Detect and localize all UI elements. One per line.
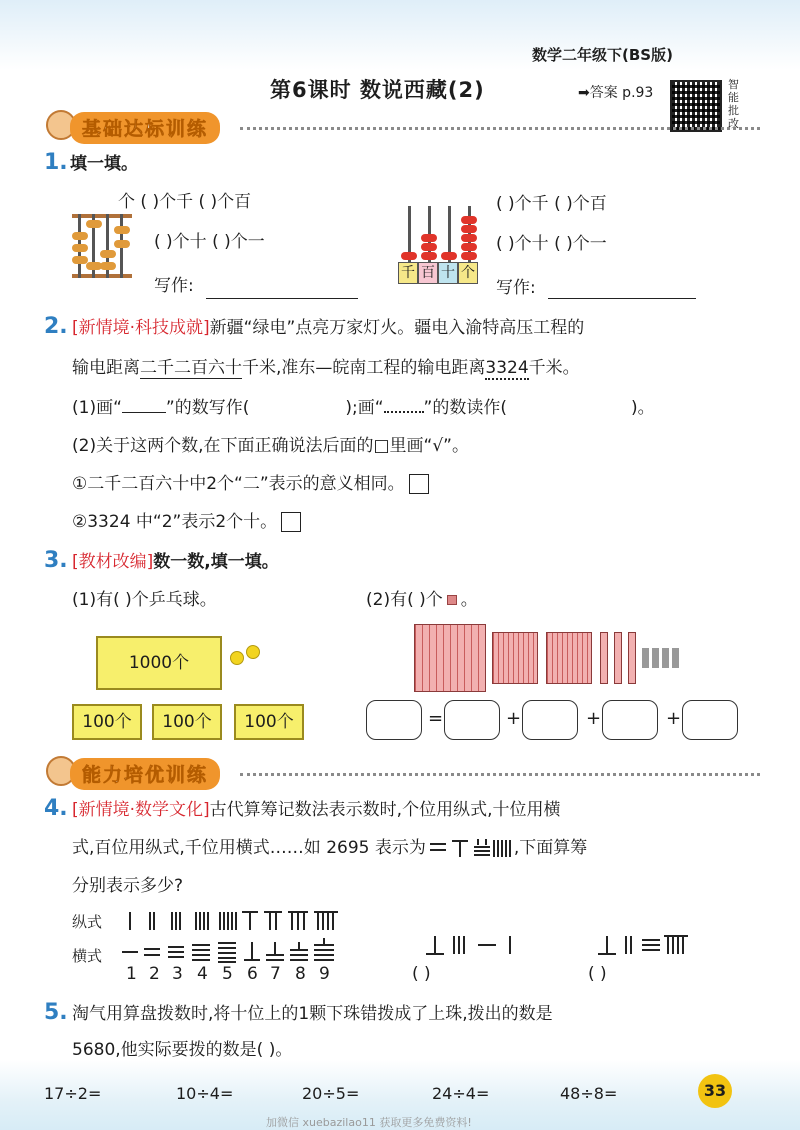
mental-math-2: 10÷4= [176, 1084, 234, 1103]
mental-math-1: 17÷2= [44, 1084, 102, 1103]
counting-rod-problem-b [596, 932, 692, 956]
plus-sign: + [666, 708, 682, 729]
question-number: 4. [44, 796, 68, 821]
digit: 9 [319, 964, 330, 984]
box-100: 100个 [234, 704, 304, 740]
section-divider [240, 127, 760, 130]
q3-sub2-text: (2)有( )个 [366, 590, 443, 610]
section-title-basic: 基础达标训练 [70, 112, 220, 144]
q2-line1-text: 新疆“绿电”点亮万家灯火。疆电入渝特高压工程的 [209, 318, 585, 338]
q2-tag: [新情境·科技成就] [72, 318, 210, 338]
qr-code-icon[interactable] [670, 80, 722, 132]
digit: 3 [172, 964, 183, 984]
q4-line1-text: 古代算筹记数法表示数时,个位用纵式,十位用横 [209, 800, 561, 820]
counting-rod-problem-a [424, 932, 520, 956]
q4-line2 [72, 836, 587, 860]
hundred-flat [546, 632, 592, 684]
place-label-thousands: 千 [398, 262, 418, 284]
footer-note: 加微信 xuebazilao11 获取更多免费资料! [266, 1116, 472, 1129]
q4-line3: 分别表示多少? [72, 876, 184, 896]
q3-sub2 [366, 588, 478, 612]
ten-rod [614, 632, 622, 684]
mental-math-3: 20÷5= [302, 1084, 360, 1103]
plus-sign: + [506, 708, 522, 729]
section-title-advanced: 能力培优训练 [70, 758, 220, 790]
ten-rod [628, 632, 636, 684]
ten-rod [600, 632, 608, 684]
answer-blank-a[interactable]: ( ) [412, 964, 431, 984]
q2-line2-a: 输电距离 [72, 358, 140, 378]
q4-line1 [72, 798, 560, 822]
book-title: 数学二年级下(BS版) [532, 46, 673, 64]
hundred-flat [492, 632, 538, 684]
question-number: 3. [44, 548, 68, 573]
q3-tag: [教材改编] [72, 552, 154, 572]
q1-right-row1: ( )个千 ( )个百 [496, 194, 607, 214]
digit: 6 [247, 964, 258, 984]
q2-sub1 [72, 396, 655, 420]
answer-box[interactable] [682, 700, 738, 740]
ping-pong-ball [230, 651, 244, 665]
question-title: 填一填。 [70, 154, 138, 174]
q2-option2-checkbox[interactable] [281, 512, 301, 532]
question-number: 2. [44, 314, 68, 339]
answer-box[interactable] [366, 700, 422, 740]
q2-option1-text: ①二千二百六十中2个“二”表示的意义相同。 [72, 474, 405, 494]
answer-reference[interactable]: ➡答案 p.93 [578, 85, 654, 101]
lesson-title: 第6课时 数说西藏(2) [270, 78, 485, 102]
q2-line2 [72, 356, 580, 380]
q1-left-write-label: 写作: [154, 276, 194, 296]
digit: 1 [126, 964, 137, 984]
q2-line1 [72, 316, 584, 340]
qr-label: 智能批改 [728, 78, 739, 130]
plus-sign: + [586, 708, 602, 729]
q2-option2-text: ②3324 中“2”表示2个十。 [72, 512, 278, 532]
equals-sign: = [428, 708, 444, 729]
digit: 8 [295, 964, 306, 984]
q1-left-write-blank[interactable] [206, 298, 358, 299]
question-number: 1. [44, 150, 68, 175]
answer-box[interactable] [602, 700, 658, 740]
place-label-hundreds: 百 [418, 262, 438, 284]
q2-sub1-a: (1)画“ [72, 398, 122, 418]
ping-pong-ball [246, 645, 260, 659]
counting-rod-table [118, 908, 348, 964]
answer-box[interactable] [444, 700, 500, 740]
box-100: 100个 [152, 704, 222, 740]
mental-math-5: 48÷8= [560, 1084, 618, 1103]
label-vertical: 纵式 [72, 913, 103, 931]
unit-cubes [642, 648, 680, 668]
box-1000: 1000个 [96, 636, 222, 690]
question-number: 5. [44, 1000, 68, 1025]
box-100: 100个 [72, 704, 142, 740]
q2-wavy-number: 3324 [485, 358, 529, 378]
q2-line2-c: 千米。 [528, 358, 580, 378]
unit-cube-icon [447, 595, 457, 605]
section-divider [240, 773, 760, 776]
q3-sub2-end: 。 [460, 590, 478, 610]
q2-sub1-c: );画“ [345, 398, 384, 418]
q5-line1: 淘气用算盘拨数时,将十位上的1颗下珠错拨成了上珠,拨出的数是 [72, 1004, 553, 1024]
q3-title: 数一数,填一填。 [153, 552, 279, 572]
counting-rod-2695-icon [428, 837, 512, 859]
q1-right-row2: ( )个十 ( )个一 [496, 234, 607, 254]
answer-blank-b[interactable]: ( ) [588, 964, 607, 984]
digit: 7 [270, 964, 281, 984]
digit: 2 [149, 964, 160, 984]
thousand-cube [414, 624, 486, 692]
header-background [0, 0, 800, 70]
label-horizontal: 横式 [72, 947, 103, 965]
q4-tag: [新情境·数学文化] [72, 800, 210, 820]
digit: 4 [197, 964, 208, 984]
answer-box[interactable] [522, 700, 578, 740]
place-label-ones: 个 [458, 262, 478, 284]
q1-right-write-blank[interactable] [548, 298, 696, 299]
q2-option1 [72, 472, 429, 496]
q3-title-line [72, 550, 279, 574]
q2-underlined-number: 二千二百六十 [140, 358, 242, 378]
q2-sub1-e: )。 [630, 398, 655, 418]
mental-math-4: 24÷4= [432, 1084, 490, 1103]
q4-line2-text: 式,百位用纵式,千位用横式……如 2695 表示为 [72, 838, 426, 858]
q1-left-row2: ( )个十 ( )个一 [154, 232, 265, 252]
q5-line2: 5680,他实际要拨的数是( )。 [72, 1040, 293, 1060]
q4-line2-end: ,下面算筹 [513, 838, 588, 858]
q3-sub1: (1)有( )个乒乓球。 [72, 590, 217, 610]
place-label-tens: 十 [438, 262, 458, 284]
q1-right-write-label: 写作: [496, 278, 536, 298]
page-number: 33 [698, 1074, 732, 1108]
q2-sub1-b: ”的数写作( [165, 398, 250, 418]
q1-left-row1: 个 ( )个千 ( )个百 [118, 192, 252, 212]
q2-line2-b: 千米,准东—皖南工程的输电距离 [242, 358, 486, 378]
q2-sub1-d: ”的数读作( [423, 398, 507, 418]
q2-option1-checkbox[interactable] [409, 474, 429, 494]
q2-option2 [72, 510, 301, 534]
q2-sub2: (2)关于这两个数,在下面正确说法后面的□里画“√”。 [72, 436, 469, 456]
digit: 5 [222, 964, 233, 984]
